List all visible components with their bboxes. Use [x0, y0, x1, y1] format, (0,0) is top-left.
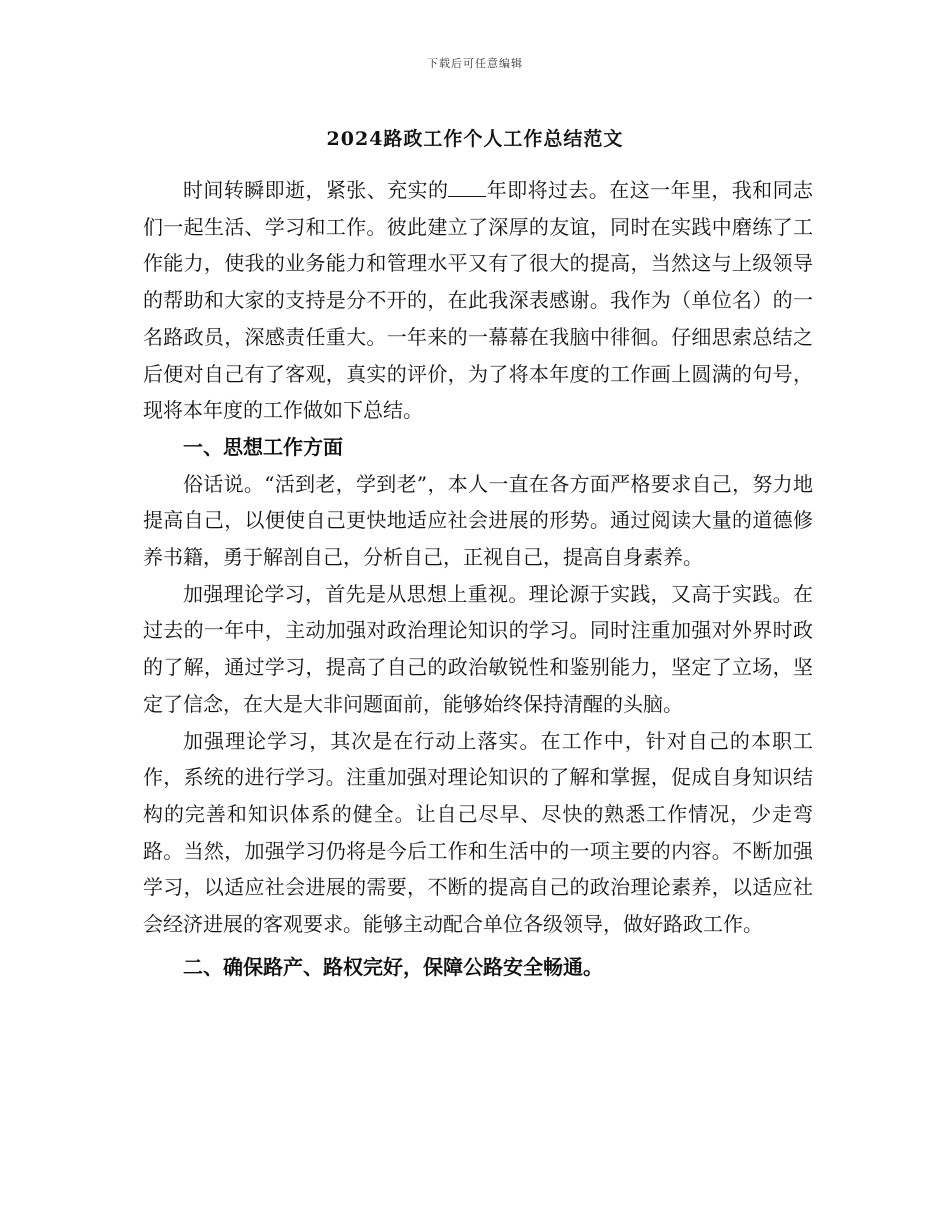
document-body	[143, 172, 813, 985]
section1-paragraph-3: 加强理论学习，其次是在行动上落实。在工作中，针对自己的本职工作，系统的进行学习。注重加强对理论知识的了解和掌握，促成自身知识结构的完善和知识体系的健全。让自己尽早、尽快的熟悉工作情况，少走弯路。当然，加强学习仍将是今后工作和生活中的一项主要的内容。不断加强学习，以适应社会进展的需要，不断的提高自己的政治理论素养，以适应社会经济进展的客观要求。能够主动配合单位各级领导，做好路政工作。	[143, 728, 813, 937]
fill-in-blank	[448, 178, 486, 197]
section-heading-1: 一、思想工作方面	[183, 434, 343, 459]
intro-text-before-blank: 时间转瞬即逝，紧张、充实的	[183, 178, 449, 202]
document-title: 2024路政工作个人工作总结范文	[326, 128, 624, 150]
intro-text-after-blank: 年即将过去。在这一年里，我和同志们一起生活、学习和工作。彼此建立了深厚的友谊，同时在实践中磨练了工作能力，使我的业务能力和管理水平又有了很大的提高，当然这与上级领导的帮助和大家的支持是分不开的，在此我深表感谢。我作为（单位名）的一名路政员，深感责任重大。一年来的一幕幕在我脑中徘徊。仔细思索总结之后便对自己有了客观，真实的评价，为了将本年度的工作画上圆满的句号，现将本年度的工作做如下总结。	[143, 178, 814, 423]
section-heading-2: 二、确保路产、路权完好，保障公路安全畅通。	[183, 954, 603, 979]
section1-paragraph-2: 加强理论学习，首先是从思想上重视。理论源于实践，又高于实践。在过去的一年中，主动加强对政治理论知识的学习。同时注重加强对外界时政的了解，通过学习，提高了自己的政治敏锐性和鉴别能力，坚定了立场，坚定了信念，在大是大非问题面前，能够始终保持清醒的头脑。	[143, 581, 813, 716]
header-note: 下载后可任意编辑	[427, 57, 523, 70]
intro-paragraph	[143, 172, 813, 429]
section1-paragraph-1: 俗话说。“活到老，学到老”，本人一直在各方面严格要求自己，努力地提高自己，以便使自己更快地适应社会进展的形势。通过阅读大量的道德修养书籍，勇于解剖自己，分析自己，正视自己，提高自身素养。	[143, 471, 813, 570]
